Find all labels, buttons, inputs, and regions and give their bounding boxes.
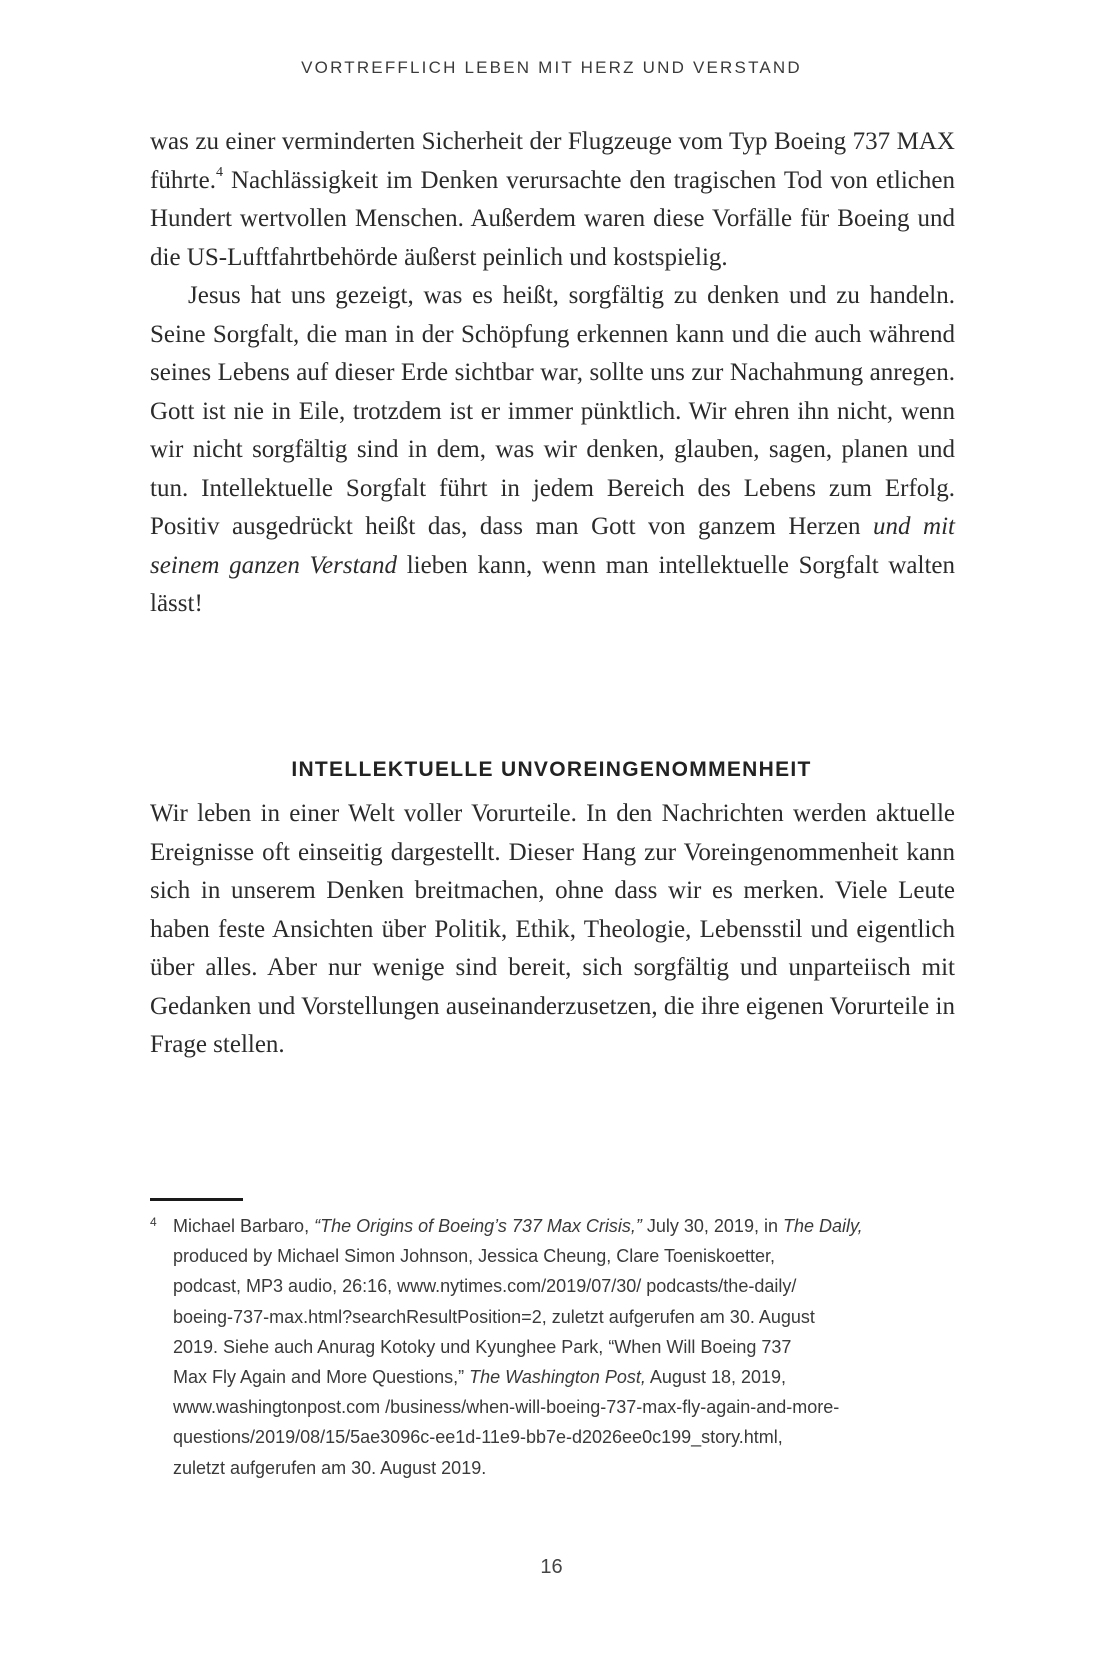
paragraph-continuation xyxy=(150,123,955,277)
footnote-line xyxy=(173,1211,970,1241)
paragraph-text: was zu einer verminderten Sicherheit der Flugzeuge vom Typ Boeing 737 MAX führte. xyxy=(150,128,955,194)
emphasized-text: und mit seinem ganzen Verstand xyxy=(150,513,955,579)
footnote-title: The Washington Post, xyxy=(469,1367,646,1388)
footnote-text xyxy=(173,1211,970,1483)
running-head: VORTREFFLICH LEBEN MIT HERZ UND VERSTAND xyxy=(301,58,802,77)
paragraph-vorurteile: Wir leben in einer Welt voller Vorurteile. In den Nachrichten werden aktuelle Ereignisse oft einseitig dargestellt. Dieser Hang zur Voreingenommenheit kann sich in unserem Denken breitmachen, ohne dass wir es merken. Viele Leute haben feste Ansichten über Politik, Ethik, Theologie, Lebensstil und eigentlich über alles. Aber nur wenige sind bereit, sich sorgfältig und unparteiisch mit Gedanken und Vorstellungen auseinanderzusetzen, die ihre eigenen Vorurteile in Frage stellen. xyxy=(150,800,955,1058)
footnote-fragment: Michael Barbaro, xyxy=(173,1216,315,1236)
footnote-number: 4 xyxy=(150,1215,157,1229)
footnote-rule xyxy=(150,1198,243,1201)
paragraph-text: Nachlässigkeit im Denken verursachte den tragischen Tod von etlichen Hundert wertvollen Menschen. Außerdem waren diese Vorfälle für Boeing und die US-Luftfahrtbehörde äußerst peinlich und kostspielig. xyxy=(150,166,955,271)
footnote-fragment: August 18, 2019, xyxy=(645,1367,787,1388)
footnote-line: zuletzt aufgerufen am 30. August 2019. xyxy=(173,1457,487,1478)
footnote-line: produced by Michael Simon Johnson, Jessica Cheung, Clare Toeniskoetter, xyxy=(173,1246,776,1267)
footnote-fragment: July 30, 2019, in xyxy=(641,1216,783,1236)
section-heading: INTELLEKTUELLE UNVOREINGENOMMENHEIT xyxy=(291,758,812,781)
footnote xyxy=(150,1211,970,1483)
paragraph-text: Jesus hat uns gezeigt, was es heißt, sorgfältig zu denken und zu handeln. Seine Sorgfalt, die man in der Schöpfung erkennen kann und die auch während seines Lebens auf dieser Erde sichtbar war, sollte uns zur Nachahmung anregen. Gott ist nie in Eile, trotzdem ist er immer pünktlich. Wir ehren ihn nicht, wenn wir nicht sorgfältig sind in dem, was wir denken, glauben, sagen, planen und tun. Intellektuelle Sorgfalt führt in jedem Bereich des Lebens zum Erfolg. Positiv ausgedrückt heißt das, dass man Gott von ganzem Herzen xyxy=(150,282,955,540)
paragraph-jesus xyxy=(150,277,955,624)
footnote-title: “The Origins of Boeing’s 737 Max Crisis,” xyxy=(314,1216,642,1236)
footnote-line xyxy=(173,1362,970,1392)
footnote-reference[interactable]: 4 xyxy=(215,165,223,181)
footnote-line: boeing-737-max.html?searchResultPosition=2, zuletzt aufgerufen am 30. August xyxy=(173,1306,815,1327)
paragraph-text: lieben kann, wenn man intellektuelle Sorgfalt walten lässt! xyxy=(150,551,956,617)
footnote-line: 2019. Siehe auch Anurag Kotoky und Kyunghee Park, “When Will Boeing 737 xyxy=(173,1336,792,1357)
footnote-line: www.washingtonpost.com /business/when-will-boeing-737-max-fly-again-and-more- xyxy=(173,1397,840,1418)
footnote-line: podcast, MP3 audio, 26:16, www.nytimes.com/2019/07/30/ podcasts/the-daily/ xyxy=(173,1276,797,1297)
footnote-line: questions/2019/08/15/5ae3096c-ee1d-11e9-bb7e-d2026ee0c199_story.html, xyxy=(173,1427,783,1448)
footnote-title: The Daily, xyxy=(782,1216,863,1236)
page-number: 16 xyxy=(540,1556,563,1578)
footnote-fragment: Max Fly Again and More Questions,” xyxy=(173,1367,470,1388)
body-text-upper xyxy=(150,123,955,624)
body-text-lower xyxy=(150,795,955,1065)
